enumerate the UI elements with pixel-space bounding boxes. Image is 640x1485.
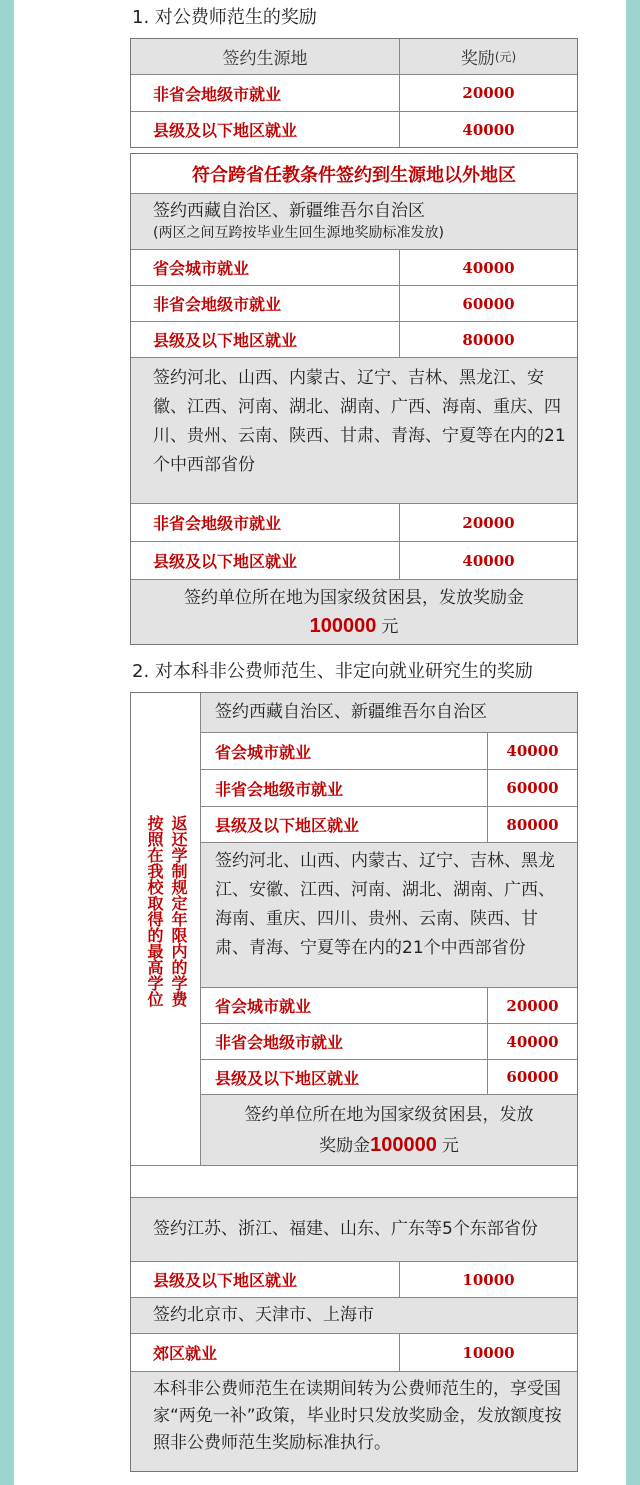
poverty-prefix: 奖励金 bbox=[319, 1136, 371, 1156]
row-value: 20000 bbox=[399, 504, 577, 541]
poverty-row bbox=[131, 580, 577, 644]
table3 bbox=[130, 692, 578, 1472]
row-label: 非省会地级市就业 bbox=[215, 1033, 344, 1052]
table1-header bbox=[131, 39, 577, 75]
vertical-col1: 按照在我校取得的最高学位 bbox=[145, 815, 164, 1007]
group2-header bbox=[201, 843, 577, 988]
group1-header bbox=[201, 693, 577, 733]
note-text: 本科非公费师范生在读期间转为公费师范生的，享受国家“两免一补”政策，毕业时只发放奖励金，发放额度按照非公费师范生奖励标准执行。 bbox=[153, 1379, 562, 1453]
row-value: 20000 bbox=[399, 75, 577, 111]
table-row bbox=[131, 1334, 577, 1372]
table-row bbox=[131, 75, 577, 112]
table-row bbox=[131, 542, 577, 580]
group2-text: 签约河北、山西、内蒙古、辽宁、吉林、黑龙江、安徽、江西、河南、湖北、湖南、广西、海南、重庆、四川、贵州、云南、陕西、甘肃、青海、宁夏等在内的21个中西部省份 bbox=[215, 851, 555, 958]
row-value: 60000 bbox=[487, 770, 577, 806]
poverty-row bbox=[201, 1095, 577, 1165]
table-row bbox=[131, 322, 577, 358]
row-label: 非省会地级市就业 bbox=[153, 84, 282, 104]
row-label: 非省会地级市就业 bbox=[215, 779, 344, 799]
poverty-amount: 100000 bbox=[309, 615, 377, 637]
poverty-line1: 签约单位所在地为国家级贫困县，发放奖励金 bbox=[184, 588, 524, 608]
city-text: 签约北京市、天津市、上海市 bbox=[153, 1305, 374, 1325]
group1-title: 签约西藏自治区、新疆维吾尔自治区 bbox=[215, 702, 487, 722]
row-label: 县级及以下地区就业 bbox=[153, 331, 298, 350]
vertical-col2: 返还学制规定年限内的学费 bbox=[169, 815, 188, 1007]
row-label: 县级及以下地区就业 bbox=[153, 121, 298, 140]
row-label: 省会城市就业 bbox=[215, 742, 312, 762]
vertical-label-block bbox=[131, 693, 201, 1165]
table2-title-row bbox=[131, 154, 577, 194]
table-row bbox=[201, 1024, 577, 1060]
poverty-line1: 签约单位所在地为国家级贫困县，发放 bbox=[244, 1105, 534, 1125]
east-header bbox=[131, 1198, 577, 1262]
row-value: 40000 bbox=[487, 733, 577, 769]
group2-text: 签约河北、山西、内蒙古、辽宁、吉林、黑龙江、安徽、江西、河南、湖北、湖南、广西、海南、重庆、四川、贵州、云南、陕西、甘肃、青海、宁夏等在内的21个中西部省份 bbox=[153, 368, 566, 475]
poverty-unit: 元 bbox=[381, 617, 399, 637]
note-row bbox=[131, 1372, 577, 1471]
row-value: 40000 bbox=[399, 250, 577, 285]
group2-header bbox=[131, 358, 577, 504]
inner-table bbox=[201, 693, 577, 1165]
table-row bbox=[131, 250, 577, 286]
row-label: 非省会地级市就业 bbox=[153, 295, 282, 314]
row-value: 10000 bbox=[399, 1262, 577, 1297]
poverty-line2 bbox=[201, 1131, 577, 1160]
table2-title: 符合跨省任教条件签约到生源地以外地区 bbox=[192, 164, 516, 186]
city-header bbox=[131, 1298, 577, 1334]
row-value: 60000 bbox=[399, 286, 577, 321]
table2 bbox=[130, 153, 578, 645]
table-row bbox=[131, 112, 577, 147]
row-value: 40000 bbox=[399, 542, 577, 579]
header-right: 奖励 (元) bbox=[399, 39, 577, 74]
table-row bbox=[201, 733, 577, 770]
row-label: 县级及以下地区就业 bbox=[153, 1271, 298, 1290]
table-row bbox=[201, 807, 577, 843]
table-row bbox=[131, 504, 577, 542]
section2-title: 2. 对本科非公费师范生、非定向就业研究生的奖励 bbox=[132, 661, 533, 682]
east-text: 签约江苏、浙江、福建、山东、广东等5个东部省份 bbox=[153, 1219, 538, 1239]
header-left: 签约生源地 bbox=[222, 49, 308, 69]
row-value: 20000 bbox=[487, 988, 577, 1023]
row-label: 县级及以下地区就业 bbox=[215, 1068, 360, 1088]
poverty-line2 bbox=[131, 612, 577, 641]
group1-line2: (两区之间互跨按毕业生回生源地奖励标准发放) bbox=[153, 225, 444, 241]
row-value: 80000 bbox=[399, 322, 577, 357]
poverty-amount: 100000 bbox=[370, 1134, 437, 1156]
group1-header bbox=[131, 194, 577, 250]
row-value: 40000 bbox=[399, 112, 577, 147]
row-label: 郊区就业 bbox=[153, 1344, 218, 1363]
table-row bbox=[131, 286, 577, 322]
row-label: 省会城市就业 bbox=[153, 259, 250, 278]
row-label: 县级及以下地区就业 bbox=[153, 552, 298, 571]
row-value: 10000 bbox=[399, 1334, 577, 1371]
row-label: 非省会地级市就业 bbox=[153, 514, 282, 533]
table-row bbox=[131, 1262, 577, 1298]
row-label: 省会城市就业 bbox=[215, 997, 312, 1016]
section1-title: 1. 对公费师范生的奖励 bbox=[132, 7, 317, 28]
row-value: 40000 bbox=[487, 1024, 577, 1059]
table1 bbox=[130, 38, 578, 148]
poverty-unit: 元 bbox=[441, 1136, 459, 1156]
group1-line1: 签约西藏自治区、新疆维吾尔自治区 bbox=[153, 201, 425, 221]
blank-row bbox=[131, 1166, 577, 1198]
table-row bbox=[201, 988, 577, 1024]
row-value: 80000 bbox=[487, 807, 577, 842]
table-row bbox=[201, 1060, 577, 1095]
row-value: 60000 bbox=[487, 1060, 577, 1094]
row-label: 县级及以下地区就业 bbox=[215, 816, 360, 835]
table-row bbox=[201, 770, 577, 807]
